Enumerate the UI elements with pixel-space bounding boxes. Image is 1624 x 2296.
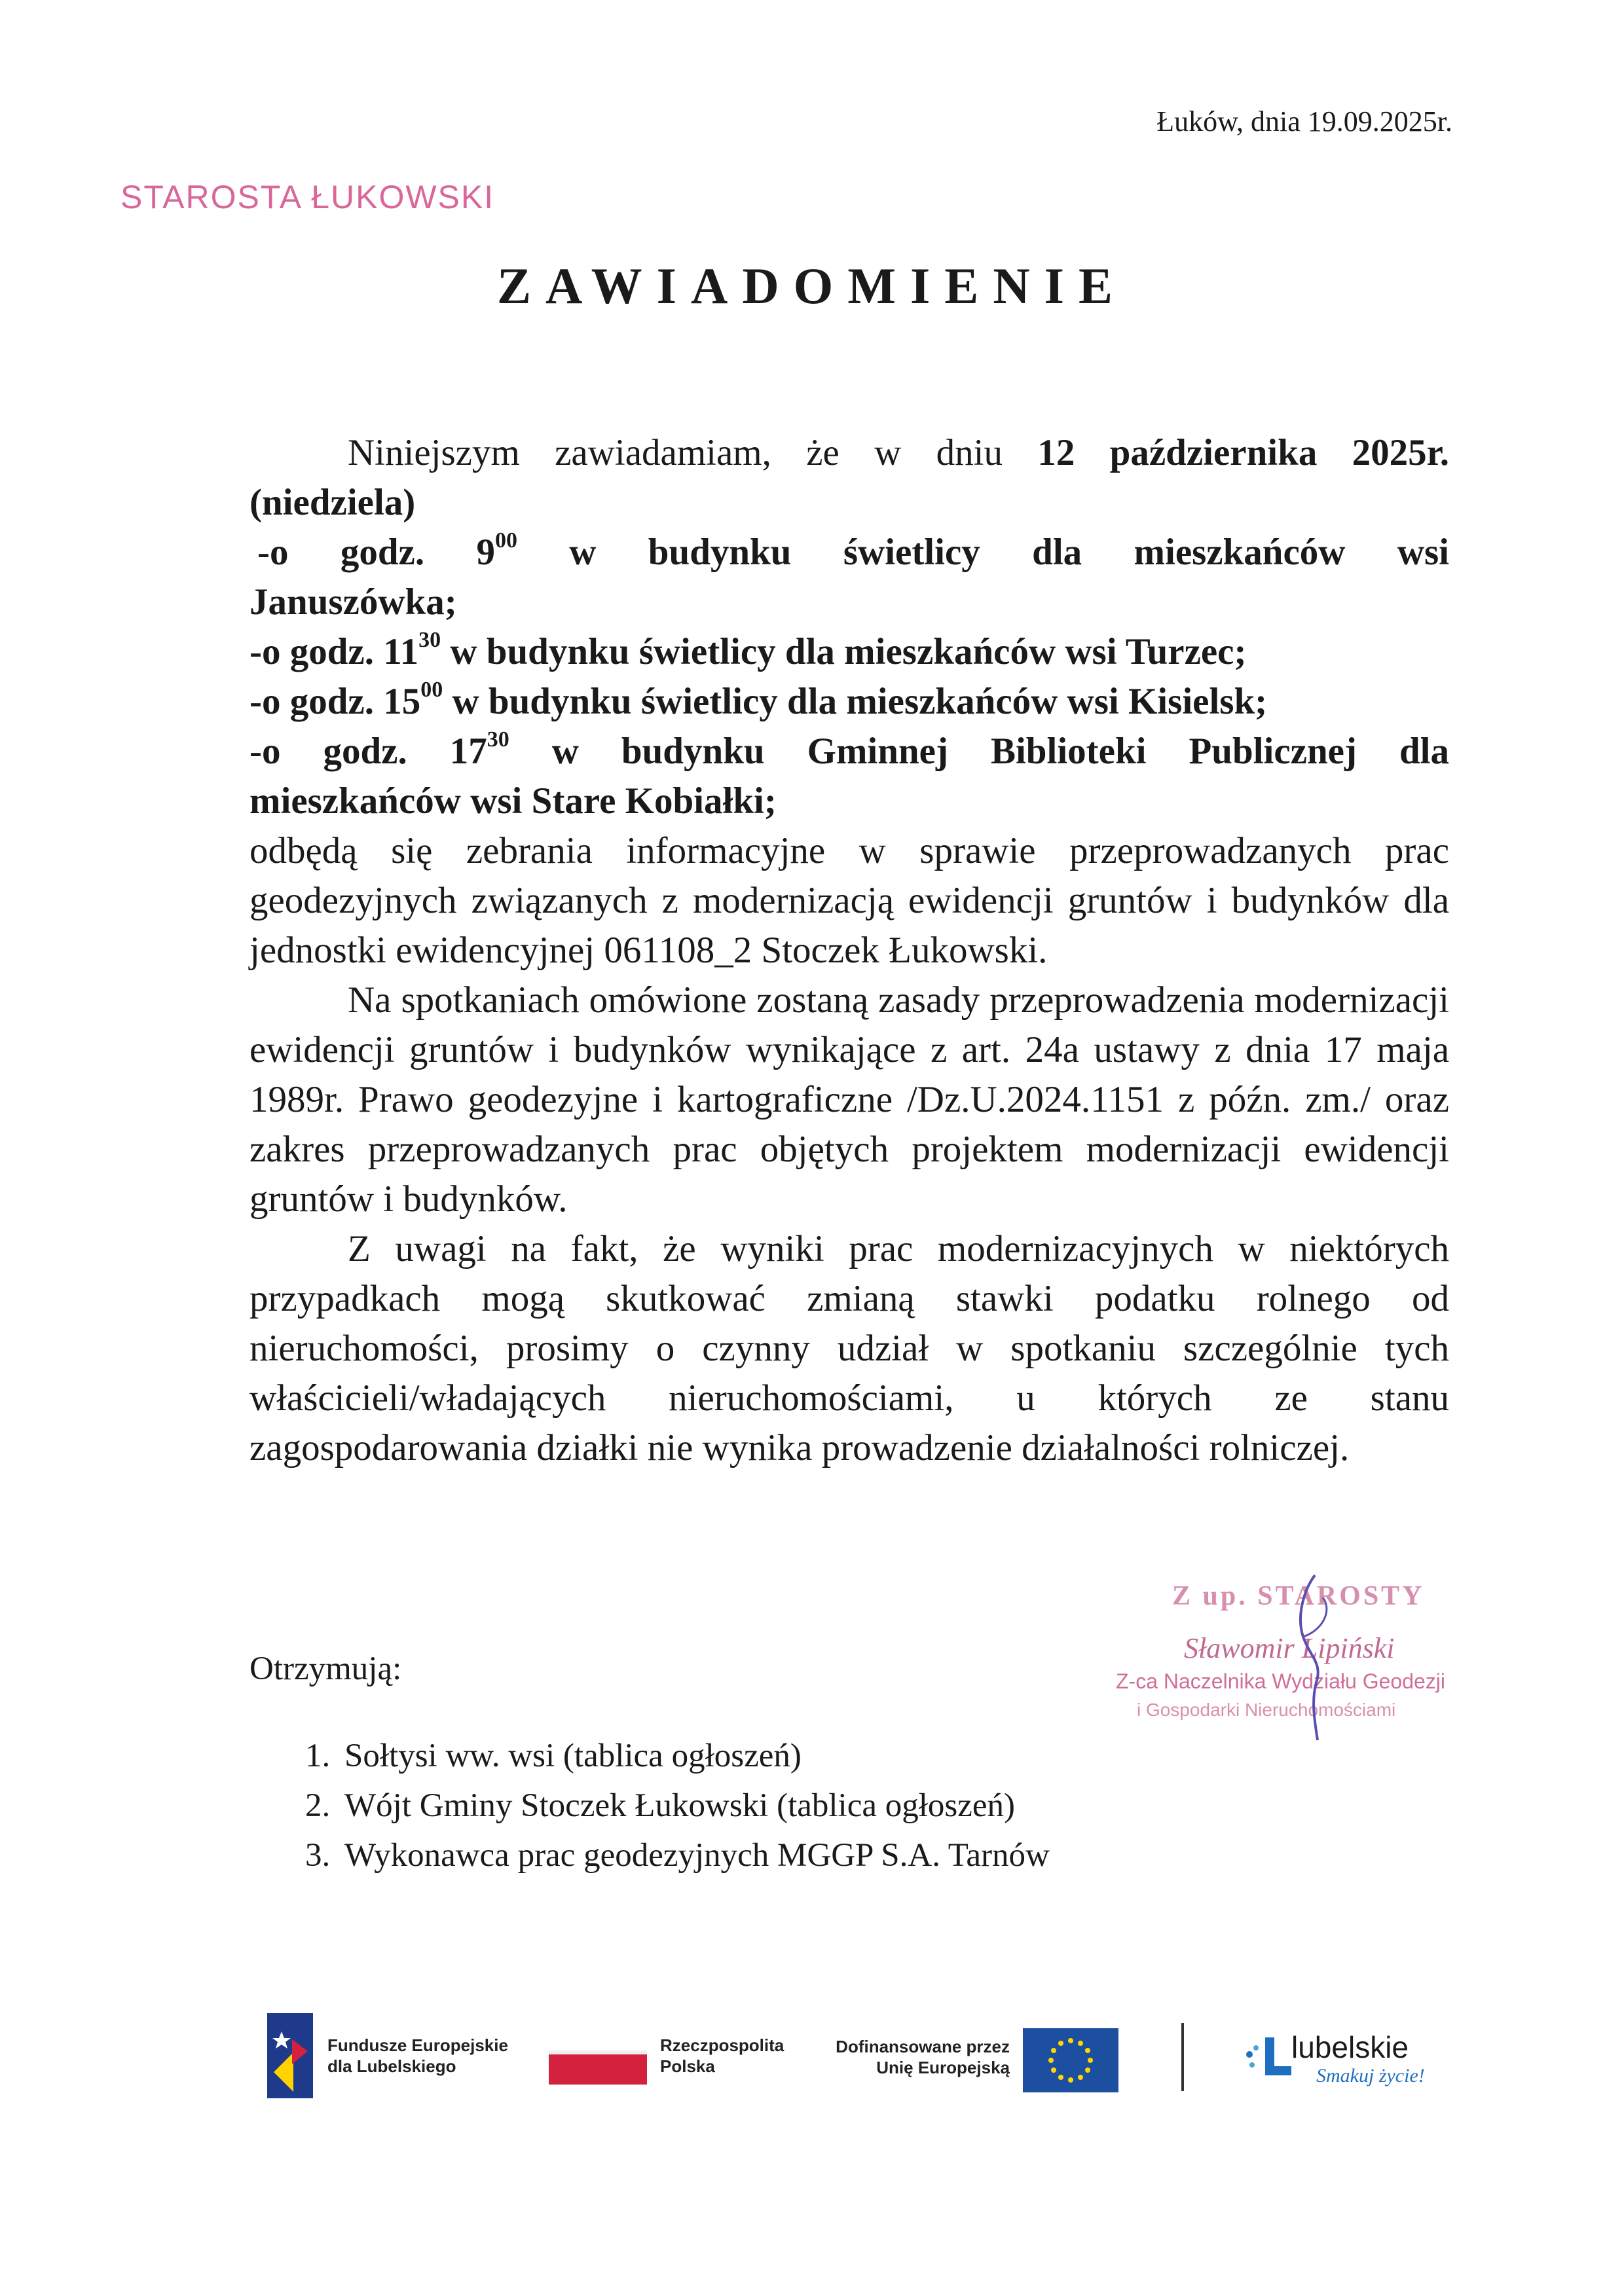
meeting-date: 12 października 2025r. xyxy=(1037,432,1449,473)
meeting-prefix: -o godz. xyxy=(249,681,384,722)
meeting-4-village: mieszkańców wsi Stare Kobiałki; xyxy=(249,780,777,822)
signature-stamp xyxy=(1107,1571,1500,1741)
meeting-2 xyxy=(249,627,1449,677)
stamp-on-behalf: Z up. STAROSTY xyxy=(1172,1581,1425,1611)
meeting-3 xyxy=(249,677,1449,727)
issuer-stamp: STAROSTA ŁUKOWSKI xyxy=(120,179,495,215)
rp-line-1: Rzeczpospolita xyxy=(660,2035,784,2055)
ue-line-2: Unię Europejską xyxy=(876,2058,1010,2077)
lubelskie-name: lubelskie xyxy=(1291,2030,1409,2064)
stamp-name: Sławomir Lipiński xyxy=(1184,1632,1395,1664)
stamp-role-1: Z-ca Naczelnika Wydziału Geodezji xyxy=(1116,1669,1446,1693)
meeting-day: (niedziela) xyxy=(249,482,416,523)
meeting-minutes: 30 xyxy=(487,727,509,752)
meeting-1-village: Januszówka; xyxy=(249,581,457,623)
meeting-place: w budynku świetlicy dla mieszkańców wsi xyxy=(517,532,1449,573)
lubelskie-slogan: Smakuj życie! xyxy=(1316,2065,1425,2086)
meeting-minutes: 30 xyxy=(418,628,441,652)
list-number: 2. xyxy=(305,1787,331,1824)
meeting-prefix: -o godz. xyxy=(249,731,450,772)
polish-flag-logo xyxy=(549,2050,647,2085)
list-text: Sołtysi ww. wsi (tablica ogłoszeń) xyxy=(344,1738,802,1774)
meeting-prefix: -o godz. xyxy=(257,532,477,573)
document-title: ZAWIADOMIENIE xyxy=(496,257,1128,314)
fe-line-2: dla Lubelskiego xyxy=(327,2056,456,2076)
meeting-1 xyxy=(249,528,1449,577)
fe-line-1: Fundusze Europejskie xyxy=(327,2035,508,2055)
meeting-hour: 9 xyxy=(476,532,495,573)
meeting-4 xyxy=(249,727,1449,776)
receivers-label: Otrzymują: xyxy=(249,1650,402,1687)
meeting-hour: 17 xyxy=(449,731,487,772)
list-text: Wójt Gminy Stoczek Łukowski (tablica ogłoszeń) xyxy=(344,1787,1016,1824)
paragraph-1: odbędą się zebrania informacyjne w sprawie przeprowadzanych prac geodezyjnych związanych z modernizacją ewidencji gruntów i budynków dla jednostki ewidencyjnej 061108_2 Stoczek Łukowski. xyxy=(249,830,1449,971)
document-body xyxy=(249,428,1449,1473)
paragraph-2: Na spotkaniach omówione zostaną zasady przeprowadzenia modernizacji ewidencji gruntów i budynków wynikające z art. 24a ustawy z dnia 17 maja 1989r. Prawo geodezyjne i kartograficzne /Dz.U.2024.1151 z późn. zm./ oraz zakres przeprowadzanych prac objętych projektem modernizacji ewidencji gruntów i budynków. xyxy=(249,979,1449,1220)
intro-lead: Niniejszym zawiadamiam, że w dniu xyxy=(348,432,1038,473)
list-item xyxy=(305,1831,1050,1880)
intro-line xyxy=(249,428,1449,478)
paragraph-3: Z uwagi na fakt, że wyniki prac modernizacyjnych w niektórych przypadkach mogą skutkować zmianą stawki podatku rolnego od nieruchomości, prosimy o czynny udział w spotkaniu szczególnie tych właścicieli/władających nieruchomościami, u których ze stanu zagospodarowania działki nie wynika prowadzenie działalności rolniczej. xyxy=(249,1228,1449,1468)
rp-line-2: Polska xyxy=(660,2056,715,2076)
meeting-prefix: -o godz. xyxy=(249,631,384,672)
meeting-hour: 11 xyxy=(383,631,419,672)
ue-line-1: Dofinansowane przez xyxy=(836,2037,1010,2056)
stamp-role-2: i Gospodarki Nieruchomościami xyxy=(1137,1700,1396,1720)
eu-flag-logo xyxy=(1023,2028,1118,2092)
handwritten-signature xyxy=(1107,1571,1500,1741)
list-number: 3. xyxy=(305,1837,331,1874)
list-text: Wykonawca prac geodezyjnych MGGP S.A. Tarnów xyxy=(344,1837,1050,1874)
lubelskie-logo xyxy=(1243,2035,1295,2082)
meeting-hour: 15 xyxy=(383,681,421,722)
meeting-minutes: 00 xyxy=(420,678,443,702)
list-number: 1. xyxy=(305,1738,331,1774)
receivers-list xyxy=(305,1731,1050,1880)
footer-logos xyxy=(0,2010,1624,2108)
meeting-place: w budynku świetlicy dla mieszkańców wsi Kisielsk; xyxy=(443,681,1268,722)
logo-divider xyxy=(1181,2023,1184,2091)
fundusze-europejskie-logo xyxy=(267,2013,313,2098)
meeting-place: w budynku świetlicy dla mieszkańców wsi Turzec; xyxy=(441,631,1247,672)
meeting-place: w budynku Gminnej Biblioteki Publicznej dla xyxy=(509,731,1449,772)
list-item xyxy=(305,1731,1050,1781)
meeting-minutes: 00 xyxy=(494,528,517,553)
date: Łuków, dnia 19.09.2025r. xyxy=(1156,105,1452,137)
list-item xyxy=(305,1781,1050,1831)
